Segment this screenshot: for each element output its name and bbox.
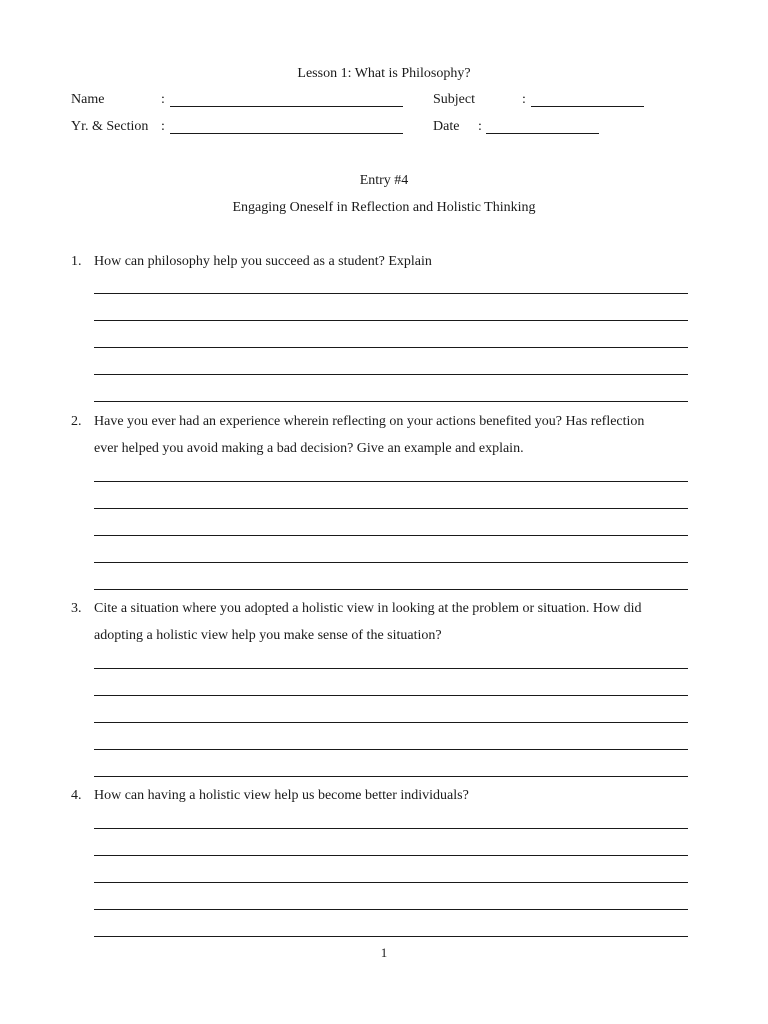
name-colon: : (161, 92, 165, 107)
date-colon: : (478, 119, 482, 134)
answer-line-q2[interactable] (94, 535, 688, 536)
answer-line-q3[interactable] (94, 749, 688, 750)
answer-line-q1[interactable] (94, 347, 688, 348)
answer-line-q2[interactable] (94, 481, 688, 482)
answer-line-q3[interactable] (94, 722, 688, 723)
name-field[interactable] (170, 106, 403, 107)
answer-line-q1[interactable] (94, 293, 688, 294)
answer-line-q2[interactable] (94, 589, 688, 590)
section-field[interactable] (170, 133, 403, 134)
question-2-number: 2. (71, 414, 82, 429)
answer-line-q4[interactable] (94, 909, 688, 910)
entry-subtitle: Engaging Oneself in Reflection and Holistic Thinking (232, 200, 536, 215)
answer-line-q4[interactable] (94, 828, 688, 829)
answer-line-q1[interactable] (94, 374, 688, 375)
page-number: 1 (380, 945, 388, 960)
entry-number: Entry #4 (359, 173, 409, 188)
name-label: Name (71, 92, 105, 107)
answer-line-q3[interactable] (94, 776, 688, 777)
question-4-number: 4. (71, 788, 82, 803)
question-2-text-line-1: Have you ever had an experience wherein reflecting on your actions benefited you? Has reflection (94, 414, 645, 429)
lesson-title: Lesson 1: What is Philosophy? (297, 66, 471, 81)
answer-line-q1[interactable] (94, 320, 688, 321)
date-field[interactable] (486, 133, 599, 134)
question-2-text-line-2: ever helped you avoid making a bad decision? Give an example and explain. (94, 441, 524, 456)
question-3-number: 3. (71, 601, 82, 616)
section-colon: : (161, 119, 165, 134)
answer-line-q3[interactable] (94, 668, 688, 669)
subject-field[interactable] (531, 106, 644, 107)
answer-line-q2[interactable] (94, 508, 688, 509)
question-1-text: How can philosophy help you succeed as a student? Explain (94, 254, 432, 269)
answer-line-q3[interactable] (94, 695, 688, 696)
date-label: Date (433, 119, 460, 134)
answer-line-q1[interactable] (94, 401, 688, 402)
subject-label: Subject (433, 92, 475, 107)
question-3-text-line-2: adopting a holistic view help you make sense of the situation? (94, 628, 442, 643)
answer-line-q4[interactable] (94, 936, 688, 937)
section-label: Yr. & Section (71, 119, 149, 134)
question-3-text-line-1: Cite a situation where you adopted a holistic view in looking at the problem or situation. How did (94, 601, 642, 616)
answer-line-q4[interactable] (94, 855, 688, 856)
question-4-text: How can having a holistic view help us become better individuals? (94, 788, 469, 803)
question-1-number: 1. (71, 254, 82, 269)
answer-line-q4[interactable] (94, 882, 688, 883)
answer-line-q2[interactable] (94, 562, 688, 563)
subject-colon: : (522, 92, 526, 107)
